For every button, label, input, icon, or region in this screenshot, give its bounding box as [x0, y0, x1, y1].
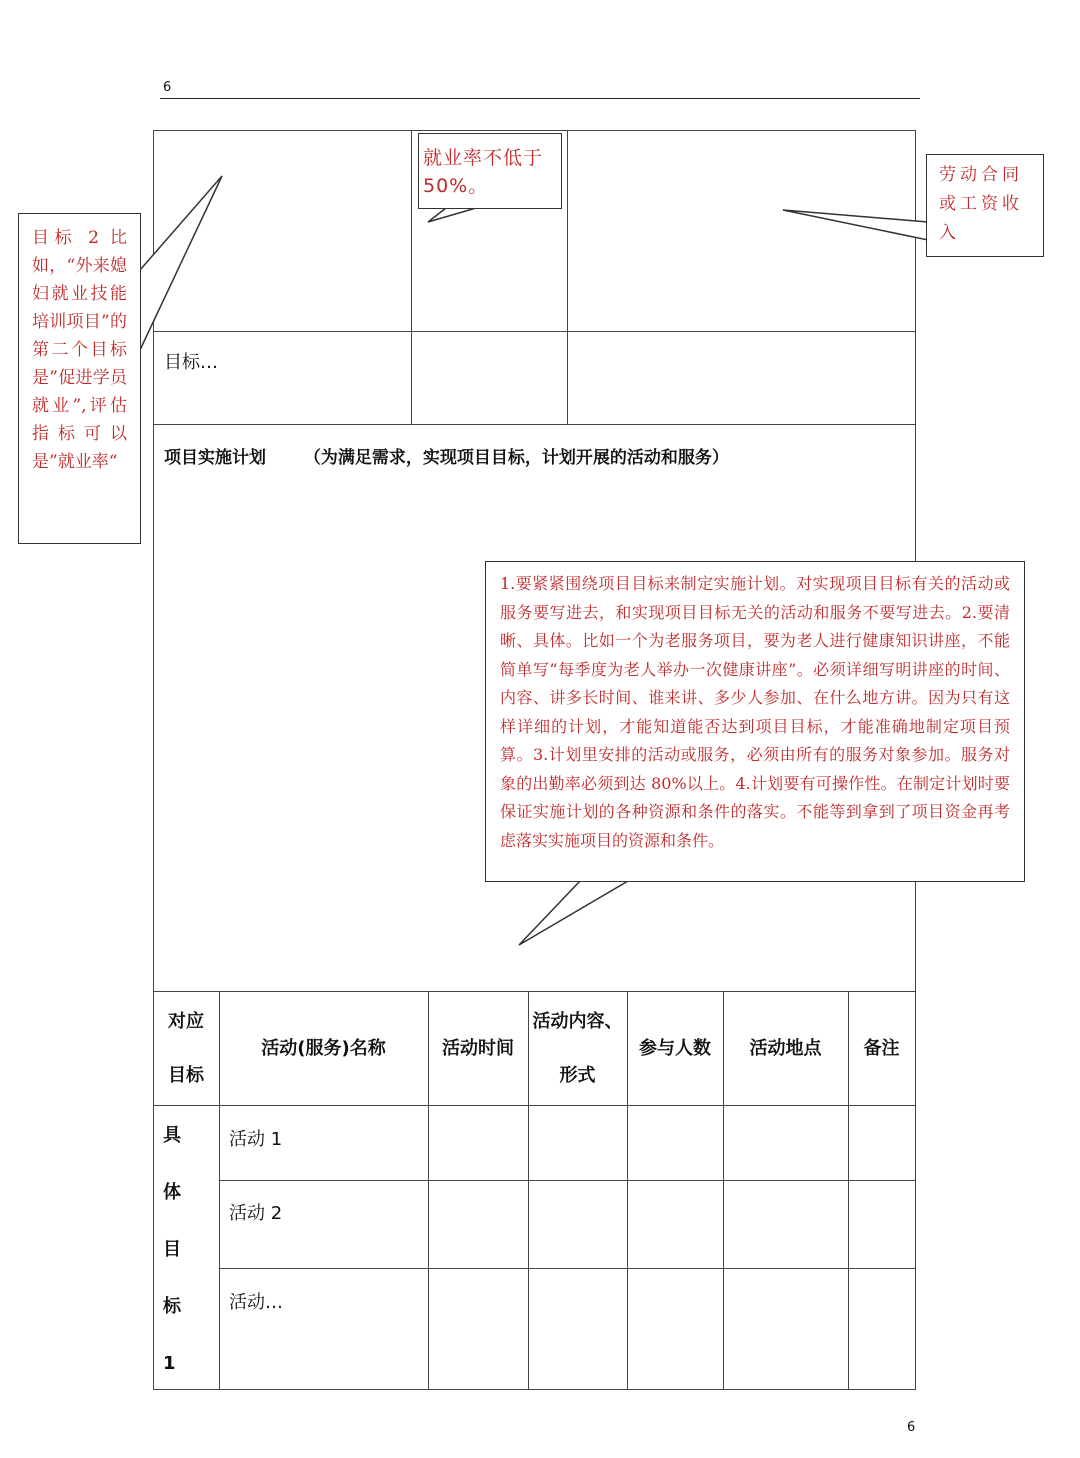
- footer-page-number: 6: [907, 1420, 916, 1435]
- header-activity-name: 活动(服务)名称: [261, 1038, 386, 1059]
- activity-row-name: 活动 1: [229, 1129, 283, 1150]
- group-label-char: 标: [163, 1296, 181, 1317]
- activity-row-name: 活动…: [229, 1292, 283, 1313]
- header-content-line-1: 活动内容、: [532, 1011, 623, 1032]
- employment-callout-tail: [428, 208, 476, 222]
- header-activity-time: 活动时间: [442, 1038, 514, 1059]
- header-location: 活动地点: [749, 1038, 822, 1059]
- group-label-char: 体: [163, 1182, 181, 1203]
- activity-row-name: 活动 2: [229, 1203, 283, 1224]
- group-label-char: 具: [163, 1125, 181, 1146]
- header-content-line-2: 形式: [559, 1065, 596, 1086]
- left-goal2-callout: 目标 2 比如，“外来媳妇就业技能培训项目”的第二个目标是”促进学员就业”,评估指标可以是”就业率“: [18, 213, 141, 544]
- plan-subtitle: （为满足需求，实现项目目标，计划开展的活动和服务）: [303, 448, 729, 468]
- plan-notes-callout-tail: [519, 881, 628, 945]
- header-target-line-2: 目标: [168, 1065, 204, 1086]
- header-remarks: 备注: [863, 1038, 900, 1059]
- header-target-line-1: 对应: [168, 1011, 204, 1032]
- group-label-char: 1: [163, 1353, 176, 1374]
- plan-notes-callout: 1.要紧紧围绕项目目标来制定实施计划。对实现项目目标有关的活动或服务要写进去，和实现项目目标无关的活动和服务不要写进去。2.要清晰、具体。比如一个为老服务项目，要为老人进行健康知识讲座，不能简单写“每季度为老人举办一次健康讲座”。必须详细写明讲座的时间、内容、讲多长时间、谁来讲、多少人参加、在什么地方讲。因为只有这样详细的计划，才能知道能否达到项目目标，才能准确地制定项目预算。3.计划里安排的活动或服务，必须由所有的服务对象参加。服务对象的出勤率必须到达 80%以上。4.计划要有可操作性。在制定计划时要保证实施计划的各种资源和条件的落实。不能等到拿到了项目资金再考虑落实实施项目的资源和条件。: [485, 561, 1025, 882]
- employment-rate-callout: 就业率不低于50%。: [418, 133, 562, 209]
- goal-label: 目标…: [164, 352, 218, 373]
- labor-contract-callout: 劳动合同或工资收入: [926, 154, 1044, 257]
- header-participants: 参与人数: [639, 1038, 711, 1059]
- plan-title: 项目实施计划: [164, 448, 266, 468]
- header-page-number: 6: [163, 80, 172, 95]
- labor-callout-tail: [783, 210, 928, 240]
- group-label-char: 目: [163, 1239, 181, 1260]
- left-callout-tail: [140, 176, 222, 350]
